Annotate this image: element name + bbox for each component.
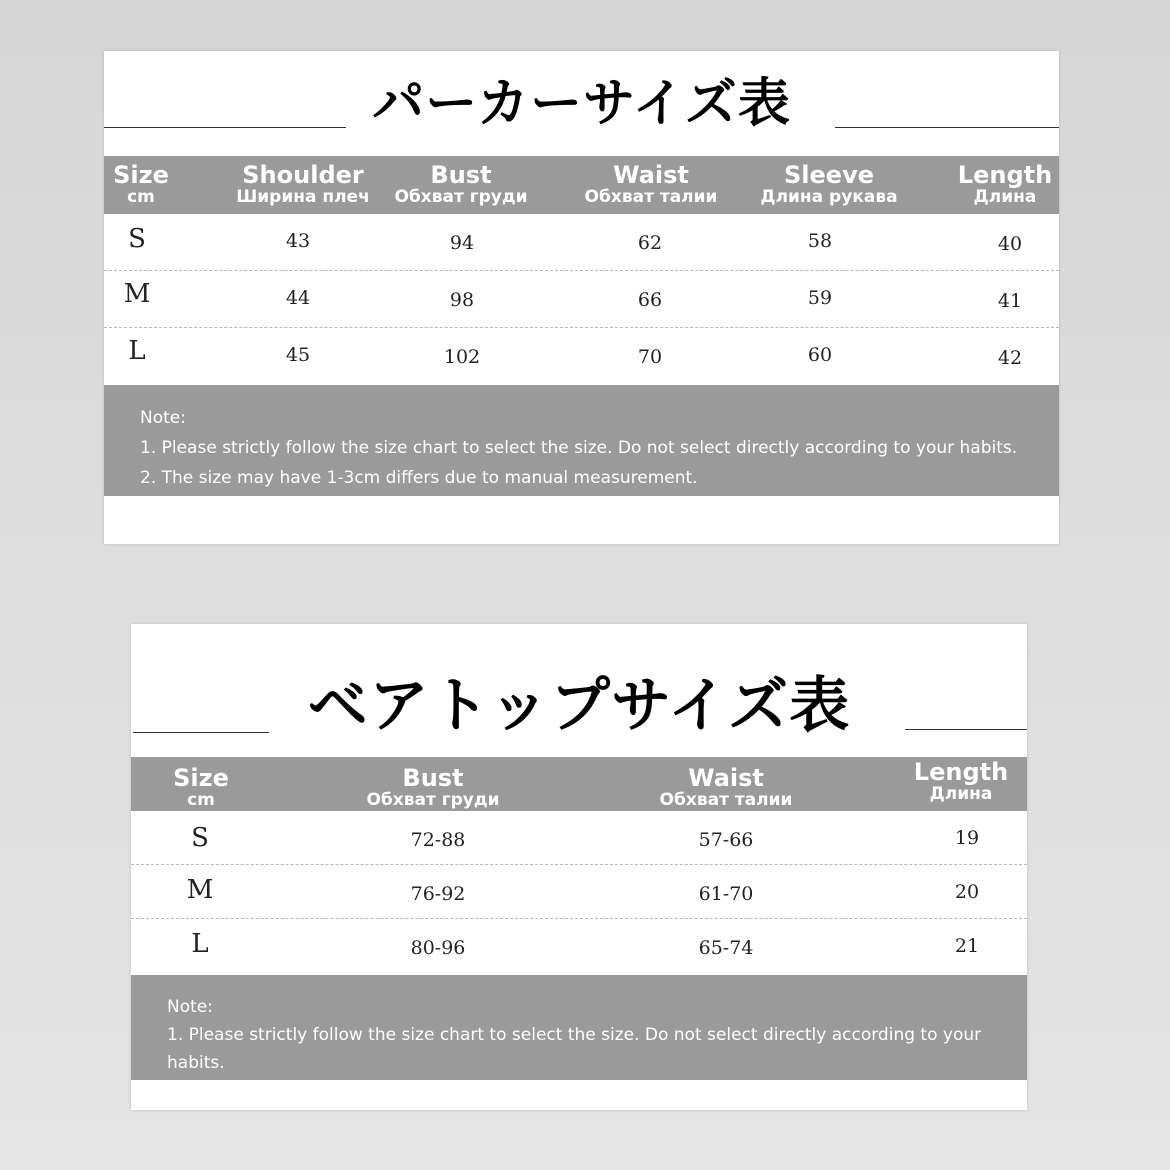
cell-sleeve: 59: [807, 287, 833, 309]
header-waist: Waist Обхват талии: [584, 161, 718, 207]
cell-waist: 62: [637, 232, 663, 254]
hoodie-size-chart: [104, 51, 1059, 544]
header-length: Length Длина: [913, 758, 1009, 804]
table-row: [131, 919, 1027, 973]
cell-length: 21: [954, 935, 980, 957]
header-size: Size cm: [113, 161, 169, 207]
cell-waist: 61-70: [698, 883, 754, 905]
cell-sleeve: 58: [807, 230, 833, 252]
cell-bust: 98: [449, 289, 475, 311]
tube-top-note: [131, 975, 1027, 1101]
cell-size: S: [191, 823, 209, 853]
cell-waist: 57-66: [698, 829, 754, 851]
tube-top-chart-title: ベアトップサイズ表: [307, 671, 851, 741]
table-row: [131, 811, 1027, 865]
cell-length: 19: [954, 827, 980, 849]
cell-waist: 66: [637, 289, 663, 311]
header-sleeve: Sleeve Длина рукава: [760, 161, 898, 207]
cell-length: 42: [997, 347, 1023, 369]
header-shoulder: Shoulder Ширина плеч: [236, 161, 370, 207]
header-bust: Bust Обхват груди: [394, 161, 528, 207]
note-line-1: 1. Please strictly follow the size chart to select the size. Do not select directly according to your habits.: [140, 438, 1018, 458]
hoodie-chart-title: パーカーサイズ表: [372, 74, 791, 134]
note-heading: Note:: [140, 408, 186, 428]
note-line-2: 2. The size may have 1-3cm differs due to manual measurement.: [140, 468, 698, 488]
title-rule-right: [905, 729, 1027, 730]
cell-bust: 102: [443, 346, 481, 368]
cell-size: L: [191, 929, 209, 959]
cell-bust: 72-88: [410, 829, 466, 851]
header-length: Length Длина: [957, 161, 1053, 207]
hoodie-table-header: [104, 156, 1059, 214]
header-size: Size cm: [173, 764, 229, 810]
title-rule-right: [835, 127, 1059, 128]
cell-bust: 94: [449, 232, 475, 254]
cell-waist: 70: [637, 346, 663, 368]
hoodie-note: [104, 385, 1059, 496]
cell-sleeve: 60: [807, 344, 833, 366]
note-heading: Note:: [167, 997, 213, 1017]
cell-size: M: [186, 875, 214, 905]
cell-length: 40: [997, 233, 1023, 255]
tube-top-size-chart: [131, 624, 1027, 1110]
table-row: [104, 328, 1059, 385]
cell-waist: 65-74: [698, 937, 754, 959]
cell-shoulder: 45: [285, 344, 311, 366]
cell-size: L: [128, 336, 146, 366]
note-line-1: 1. Please strictly follow the size chart to select the size. Do not select directly according to your habits.: [167, 1025, 982, 1073]
tube-top-title-row: [131, 624, 1027, 757]
cell-length: 41: [997, 290, 1023, 312]
hoodie-table-body: [104, 214, 1059, 385]
cell-length: 20: [954, 881, 980, 903]
table-row: [131, 865, 1027, 919]
table-row: [104, 271, 1059, 328]
cell-size: S: [128, 224, 146, 254]
cell-shoulder: 44: [285, 287, 311, 309]
cell-size: M: [123, 279, 151, 309]
note-line-2: 2. The size may have 1-3cm differs due to manual measurement.: [167, 1081, 725, 1101]
tube-top-table-body: [131, 811, 1027, 973]
hoodie-title-row: [104, 51, 1059, 156]
header-waist: Waist Обхват талии: [659, 764, 793, 810]
tube-top-table-header: [131, 757, 1027, 811]
cell-shoulder: 43: [285, 230, 311, 252]
cell-bust: 76-92: [410, 883, 466, 905]
table-row: [104, 214, 1059, 271]
cell-bust: 80-96: [410, 937, 466, 959]
header-bust: Bust Обхват груди: [366, 764, 500, 810]
